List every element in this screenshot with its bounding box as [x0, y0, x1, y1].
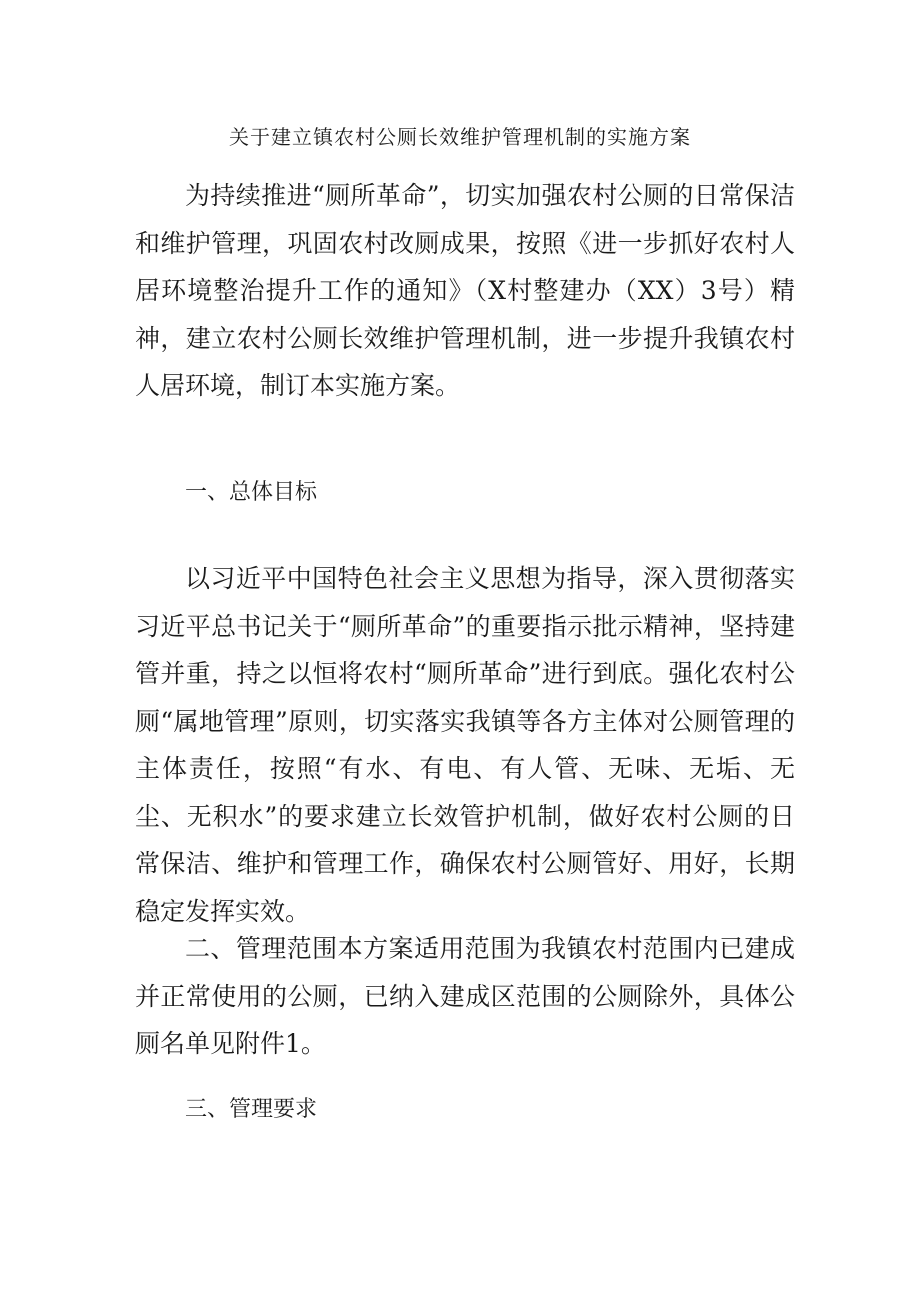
section-body-overall-goal: 以习近平中国特色社会主义思想为指导，深入贯彻落实习近平总书记关于“厕所革命”的重要指示批示精神，坚持建管并重，持之以恒将农村“厕所革命”进行到底。强化农村公厕“属地管理”原则，切实落实我镇等各方主体对公厕管理的主体责任，按照“有水、有电、有人管、无味、无垢、无尘、无积水”的要求建立长效管护机制，做好农村公厕的日常保洁、维护和管理工作，确保农村公厕管好、用好，长期稳定发挥实效。 [135, 564, 795, 926]
section-heading-overall-goal: 一、总体目标 [185, 480, 318, 505]
section-heading-management-requirements: 三、管理要求 [185, 1097, 318, 1122]
section-body-management-scope: 二、管理范围本方案适用范围为我镇农村范围内已建成并正常使用的公厕，已纳入建成区范围的公厕除外，具体公厕名单见附件1。 [135, 934, 795, 1058]
document-title: 关于建立镇农村公厕长效维护管理机制的实施方案 [229, 125, 691, 149]
intro-paragraph: 为持续推进“厕所革命”，切实加强农村公厕的日常保洁和维护管理，巩固农村改厕成果，按照《进一步抓好农村人居环境整治提升工作的通知》（X村整建办（XX）3号）精神，建立农村公厕长效维护管理机制，进一步提升我镇农村人居环境，制订本实施方案。 [135, 181, 795, 400]
